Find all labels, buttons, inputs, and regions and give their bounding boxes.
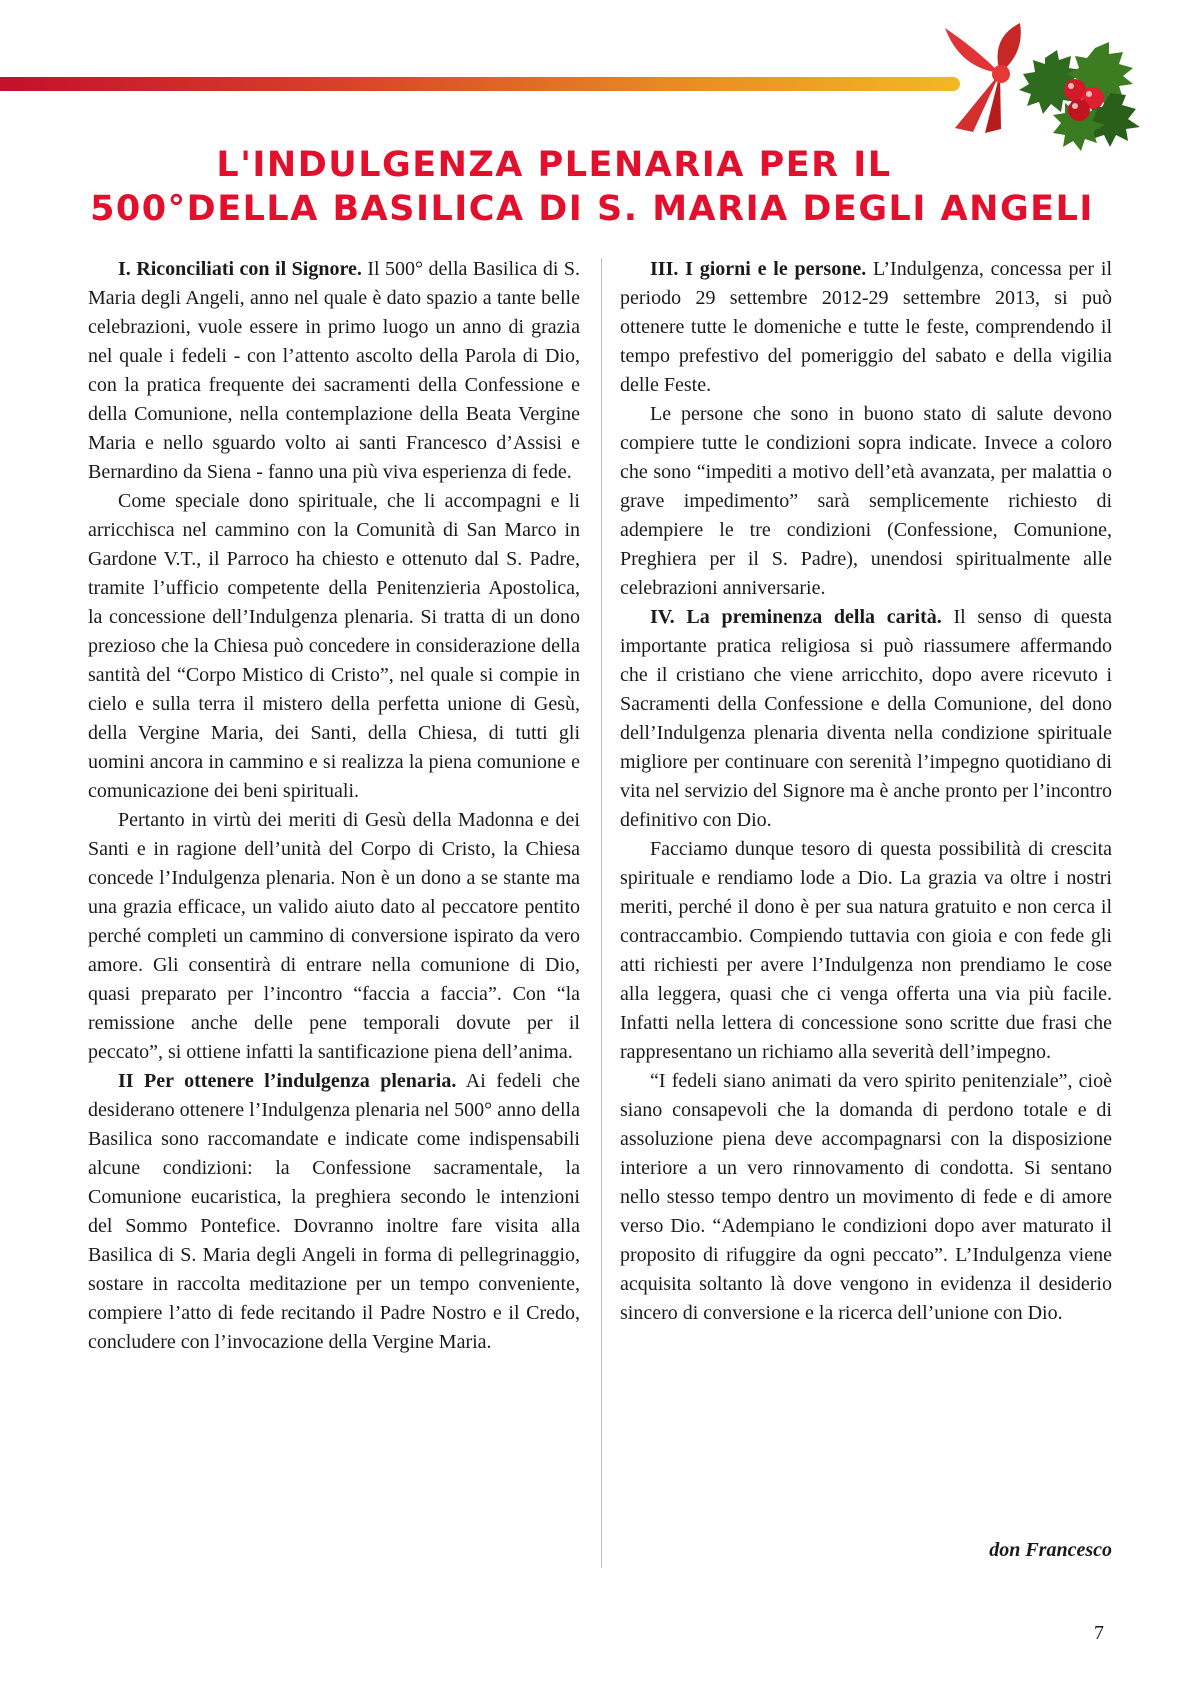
right-column	[620, 255, 1112, 1328]
paragraph	[88, 255, 580, 487]
paragraph	[88, 1067, 580, 1357]
section-heading: III. I giorni e le persone.	[650, 258, 867, 280]
article-title-line-2: 500°DELLA BASILICA DI S. MARIA DEGLI ANGELI	[90, 189, 1094, 229]
paragraph	[88, 487, 580, 806]
paragraph-text: Pertanto in virtù dei meriti di Gesù della Madonna e dei Santi e in ragione dell’unità del Corpo di Cristo, la Chiesa concede l’Indulgenza plenaria. Non è un dono a se stante ma una grazia efficace, un valido aiuto dato al peccatore pentito perché completi un cammino di conversione ispirato da vero amore. Gli consentirà di entrare nella comunione di Dio, quasi preparato per l’incontro “faccia a faccia”. Con “la remissione anche delle pene temporali dovute per il peccato”, si ottiene infatti la santificazione piena dell’anima.	[88, 809, 580, 1063]
paragraph-text: Ai fedeli che desiderano ottenere l’Indulgenza plenaria nel 500° anno della Basilica sono raccomandate e indicate come indispensabili alcune condizioni: la Confessione sacramentale, la Comunione eucaristica, la preghiera secondo le intenzioni del Sommo Pontefice. Dovranno inoltre fare visita alla Basilica di S. Maria degli Angeli in forma di pellegrinaggio, sostare in raccolta meditazione per un tempo conveniente, compiere l’atto di fede recitando il Padre Nostro e il Credo, concludere con l’invocazione della Vergine Maria.	[88, 1070, 580, 1353]
paragraph	[88, 806, 580, 1067]
paragraph-text: Facciamo dunque tesoro di questa possibilità di crescita spirituale e rendiamo lode a Dio. La grazia va oltre i nostri meriti, perché il dono è per sua natura gratuito e non cerca il contraccambio. Compiendo tuttavia con gioia e con fede gli atti richiesti per avere l’Indulgenza non prendiamo le cose alla leggera, quasi che ci venga offerta una via più facile. Infatti nella lettera di concessione sono scritte due frasi che rappresentano un richiamo alla severità dell’impegno.	[620, 838, 1112, 1063]
paragraph-text: L’Indulgenza, concessa per il periodo 29 settembre 2012-29 settembre 2013, si può ottenere tutte le domeniche e tutte le feste, comprendendo il tempo prefestivo del pomeriggio del sabato e della vigilia delle Feste.	[620, 258, 1112, 396]
paragraph	[620, 400, 1112, 603]
page-number: 7	[1094, 1622, 1104, 1644]
paragraph	[620, 1067, 1112, 1328]
left-column	[88, 255, 580, 1357]
paragraph-text: “I fedeli siano animati da vero spirito penitenziale”, cioè siano consapevoli che la domanda di perdono totale e di assoluzione piena deve accompagnarsi con la disposizione interiore a un vero rinnovamento di condotta. Si sentano nello stesso tempo dentro un movimento di fede e di amore verso Dio. “Adempiano le condizioni dopo aver maturato il proposito di rifuggire da ogni peccato”. L’Indulgenza viene acquisita soltanto là dove vengono in evidenza il desiderio sincero di conversione e la ricerca dell’unione con Dio.	[620, 1070, 1112, 1324]
column-divider	[601, 258, 602, 1568]
paragraph-text: Il 500° della Basilica di S. Maria degli Angeli, anno nel quale è dato spazio a tante belle celebrazioni, vuole essere in primo luogo un anno di grazia nel quale i fedeli - con l’attento ascolto della Parola di Dio, con la pratica frequente dei sacramenti della Confessione e della Comunione, nella contemplazione della Beata Vergine Maria e nello sguardo volto ai santi Francesco d’Assisi e Bernardino da Siena - fanno una più viva esperienza di fede.	[88, 258, 581, 483]
paragraph-text: Come speciale dono spirituale, che li accompagni e li arricchisca nel cammino con la Comunità di San Marco in Gardone V.T., il Parroco ha chiesto e ottenuto dal S. Padre, tramite l’ufficio competente della Penitenzieria Apostolica, la concessione dell’Indulgenza plenaria. Si tratta di un dono prezioso che la Chiesa può concedere in considerazione della santità del “Corpo Mistico di Cristo”, nel quale si compie in cielo e sulla terra il mistero della perfetta unione di Gesù, della Vergine Maria, dei Santi, della Chiesa, di tutti gli uomini ancora in cammino e si realizza la piena comunione e comunicazione dei beni spirituali.	[88, 490, 580, 802]
paragraph-text: Le persone che sono in buono stato di salute devono compiere tutte le condizioni sopra indicate. Invece a coloro che sono “impediti a motivo dell’età avanzata, per malattia o grave impedimento” sarà semplicemente richiesto di adempiere le tre condizioni (Confessione, Comunione, Preghiera per il S. Padre), unendosi spiritualmente alle celebrazioni anniversarie.	[620, 403, 1112, 599]
section-heading: IV. La preminenza della carità.	[650, 606, 942, 628]
paragraph	[620, 835, 1112, 1067]
header-stripe	[0, 77, 960, 91]
article-title-line-1: L'INDULGENZA PLENARIA PER IL	[216, 145, 892, 185]
section-heading: II Per ottenere l’indulgenza plenaria.	[118, 1070, 457, 1092]
paragraph	[620, 255, 1112, 400]
paragraph-text: Il senso di questa importante pratica religiosa si può riassumere affermando che il cristiano che viene arricchito, dopo avere ricevuto i Sacramenti della Confessione e della Comunione, del dono dell’Indulgenza plenaria diventa nella condizione spirituale migliore per continuare con serenità l’impegno quotidiano di vita nel servizio del Signore ma è anche pronto per l’incontro definitivo con Dio.	[620, 606, 1112, 831]
section-heading: I. Riconciliati con il Signore.	[118, 258, 362, 280]
paragraph	[620, 603, 1112, 835]
author-signature: don Francesco	[989, 1539, 1112, 1561]
